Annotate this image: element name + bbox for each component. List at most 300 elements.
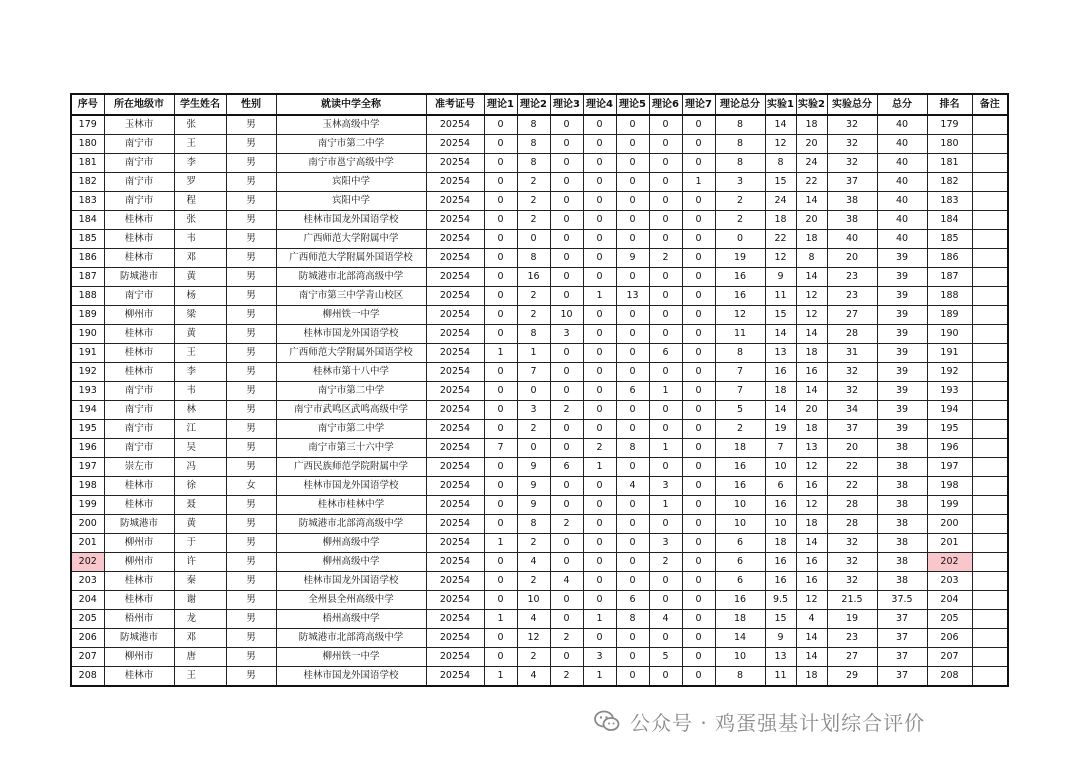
table-cell: 10 (715, 648, 765, 667)
table-cell: 196 (927, 439, 972, 458)
table-cell: 桂林市 (104, 363, 174, 382)
table-cell: 0 (616, 115, 649, 135)
table-cell: 2 (517, 173, 550, 192)
table-cell: 0 (616, 572, 649, 591)
table-cell: 0 (649, 192, 682, 211)
table-cell: 18 (796, 115, 827, 135)
table-cell: 0 (649, 667, 682, 687)
table-cell: 男 (226, 515, 276, 534)
table-cell: 32 (827, 534, 877, 553)
table-cell: 南宁市 (104, 192, 174, 211)
table-cell: 15 (765, 173, 796, 192)
table-cell: 杨 (174, 287, 226, 306)
table-cell: 20254 (426, 515, 484, 534)
table-cell: 12 (796, 458, 827, 477)
table-cell: 0 (583, 344, 616, 363)
table-cell: 男 (226, 211, 276, 230)
table-cell: 0 (550, 591, 583, 610)
table-cell: 16 (765, 363, 796, 382)
table-cell: 6 (765, 477, 796, 496)
table-cell: 7 (765, 439, 796, 458)
table-cell: 防城港市 (104, 515, 174, 534)
table-cell (972, 135, 1008, 154)
table-cell: 203 (71, 572, 104, 591)
table-cell: 20254 (426, 363, 484, 382)
table-cell: 0 (550, 192, 583, 211)
table-cell: 0 (616, 135, 649, 154)
table-row (71, 363, 1008, 382)
table-cell: 12 (796, 306, 827, 325)
table-cell: 14 (765, 401, 796, 420)
table-cell: 男 (226, 534, 276, 553)
table-cell: 19 (765, 420, 796, 439)
table-cell: 0 (583, 154, 616, 173)
table-cell (972, 192, 1008, 211)
table-cell: 23 (827, 287, 877, 306)
table-cell: 2 (715, 211, 765, 230)
table-cell: 20254 (426, 325, 484, 344)
table-cell: 208 (927, 667, 972, 687)
table-cell: 0 (715, 230, 765, 249)
table-cell (972, 515, 1008, 534)
table-row (71, 420, 1008, 439)
column-header: 学生姓名 (174, 94, 226, 115)
table-cell: 191 (71, 344, 104, 363)
table-cell: 谢 (174, 591, 226, 610)
table-cell: 男 (226, 325, 276, 344)
table-cell: 0 (484, 420, 517, 439)
table-cell: 柳州市 (104, 306, 174, 325)
table-cell: 男 (226, 591, 276, 610)
table-cell: 0 (583, 325, 616, 344)
table-cell: 4 (517, 610, 550, 629)
table-cell (972, 154, 1008, 173)
column-header: 序号 (71, 94, 104, 115)
table-cell: 39 (877, 344, 927, 363)
table-cell: 182 (927, 173, 972, 192)
table-cell: 0 (682, 287, 715, 306)
table-cell: 8 (715, 135, 765, 154)
table-header (71, 94, 1008, 115)
table-row (71, 154, 1008, 173)
table-cell: 37 (877, 610, 927, 629)
table-cell: 20254 (426, 439, 484, 458)
table-cell: 0 (616, 211, 649, 230)
table-cell: 2 (517, 648, 550, 667)
table-cell: 0 (682, 135, 715, 154)
table-cell: 0 (583, 553, 616, 572)
table-cell: 南宁市 (104, 401, 174, 420)
table-cell: 192 (927, 363, 972, 382)
table-cell: 4 (517, 667, 550, 687)
score-table (70, 93, 1009, 687)
column-header: 理论7 (682, 94, 715, 115)
table-cell: 189 (927, 306, 972, 325)
table-cell: 0 (682, 268, 715, 287)
table-cell: 9 (616, 249, 649, 268)
table-cell (972, 173, 1008, 192)
table-cell: 龙 (174, 610, 226, 629)
table-cell: 22 (765, 230, 796, 249)
table-cell: 许 (174, 553, 226, 572)
table-cell: 40 (877, 230, 927, 249)
table-cell: 9.5 (765, 591, 796, 610)
table-row (71, 287, 1008, 306)
table-cell: 18 (715, 439, 765, 458)
table-cell: 南宁市邕宁高级中学 (276, 154, 426, 173)
table-cell: 15 (765, 610, 796, 629)
table-cell: 20254 (426, 249, 484, 268)
table-cell: 0 (616, 458, 649, 477)
table-cell: 0 (550, 154, 583, 173)
table-cell: 202 (927, 553, 972, 572)
table-cell: 2 (649, 249, 682, 268)
table-cell: 192 (71, 363, 104, 382)
table-cell: 1 (517, 344, 550, 363)
table-cell: 0 (484, 192, 517, 211)
table-cell: 黄 (174, 268, 226, 287)
table-cell: 32 (827, 115, 877, 135)
table-row (71, 553, 1008, 572)
table-cell: 0 (550, 553, 583, 572)
table-cell: 190 (927, 325, 972, 344)
table-cell: 0 (682, 667, 715, 687)
table-cell: 0 (484, 268, 517, 287)
table-row (71, 477, 1008, 496)
table-cell: 9 (517, 458, 550, 477)
table-cell: 5 (649, 648, 682, 667)
table-cell: 0 (649, 629, 682, 648)
table-cell: 桂林市 (104, 496, 174, 515)
table-row (71, 344, 1008, 363)
watermark-text: 公众号 · 鸡蛋强基计划综合评价 (630, 710, 926, 735)
table-cell (972, 382, 1008, 401)
table-cell: 男 (226, 572, 276, 591)
table-cell: 女 (226, 477, 276, 496)
table-cell: 7 (715, 382, 765, 401)
table-cell: 1 (583, 287, 616, 306)
table-cell: 0 (682, 515, 715, 534)
table-cell: 0 (484, 363, 517, 382)
table-cell: 203 (927, 572, 972, 591)
table-cell: 14 (796, 268, 827, 287)
table-cell: 40 (877, 135, 927, 154)
table-cell: 0 (616, 648, 649, 667)
table-cell: 14 (796, 534, 827, 553)
table-cell: 0 (682, 458, 715, 477)
table-cell: 广西民族师范学院附属中学 (276, 458, 426, 477)
table-cell: 南宁市 (104, 439, 174, 458)
table-cell: 14 (796, 648, 827, 667)
table-cell (972, 496, 1008, 515)
table-cell: 194 (927, 401, 972, 420)
table-row (71, 496, 1008, 515)
table-cell: 0 (616, 363, 649, 382)
table-cell: 0 (484, 135, 517, 154)
table-cell: 14 (796, 382, 827, 401)
table-cell: 男 (226, 610, 276, 629)
table-cell: 0 (550, 610, 583, 629)
table-cell: 0 (550, 287, 583, 306)
table-cell: 0 (583, 306, 616, 325)
table-cell: 2 (550, 629, 583, 648)
table-cell (972, 420, 1008, 439)
column-header: 实验总分 (827, 94, 877, 115)
table-cell: 桂林市 (104, 325, 174, 344)
table-cell: 202 (71, 553, 104, 572)
table-cell: 0 (682, 401, 715, 420)
table-cell: 183 (927, 192, 972, 211)
table-cell: 206 (927, 629, 972, 648)
table-cell: 2 (715, 420, 765, 439)
table-cell: 0 (682, 211, 715, 230)
table-cell: 193 (927, 382, 972, 401)
table-cell: 王 (174, 667, 226, 687)
table-cell: 0 (649, 287, 682, 306)
table-cell: 梁 (174, 306, 226, 325)
column-header: 理论2 (517, 94, 550, 115)
table-cell: 20254 (426, 230, 484, 249)
table-cell: 6 (649, 344, 682, 363)
table-cell: 2 (517, 572, 550, 591)
table-cell: 7 (484, 439, 517, 458)
table-cell: 桂林市 (104, 572, 174, 591)
column-header: 理论总分 (715, 94, 765, 115)
table-cell: 181 (927, 154, 972, 173)
table-cell: 0 (484, 648, 517, 667)
table-cell: 199 (71, 496, 104, 515)
table-cell: 0 (484, 477, 517, 496)
table-cell (972, 553, 1008, 572)
table-cell: 28 (827, 325, 877, 344)
table-cell: 38 (877, 477, 927, 496)
table-cell: 207 (71, 648, 104, 667)
table-cell: 179 (71, 115, 104, 135)
table-cell: 0 (616, 173, 649, 192)
table-cell: 39 (877, 420, 927, 439)
table-cell: 1 (583, 458, 616, 477)
table-cell: 0 (583, 173, 616, 192)
table-cell (972, 306, 1008, 325)
table-cell: 20254 (426, 648, 484, 667)
column-header: 就读中学全称 (276, 94, 426, 115)
table-cell: 38 (827, 211, 877, 230)
table-cell: 20 (796, 401, 827, 420)
table-cell: 184 (71, 211, 104, 230)
table-cell: 0 (517, 439, 550, 458)
table-cell: 0 (616, 192, 649, 211)
table-cell: 16 (765, 572, 796, 591)
table-cell: 11 (765, 287, 796, 306)
table-cell: 南宁市 (104, 420, 174, 439)
table-cell: 20 (796, 211, 827, 230)
column-header: 理论3 (550, 94, 583, 115)
table-cell: 0 (649, 173, 682, 192)
table-cell: 玉林市 (104, 115, 174, 135)
table-cell: 22 (827, 458, 877, 477)
table-cell: 0 (616, 325, 649, 344)
table-cell: 37 (877, 648, 927, 667)
table-cell: 4 (796, 610, 827, 629)
table-cell: 23 (827, 268, 877, 287)
table-cell: 男 (226, 382, 276, 401)
table-cell: 0 (682, 363, 715, 382)
table-cell: 20254 (426, 667, 484, 687)
table-row (71, 268, 1008, 287)
table-cell: 0 (616, 268, 649, 287)
table-cell: 防城港市北部湾高级中学 (276, 515, 426, 534)
table-cell: 6 (616, 382, 649, 401)
table-cell: 男 (226, 401, 276, 420)
table-cell: 0 (649, 230, 682, 249)
table-cell: 186 (71, 249, 104, 268)
table-cell: 201 (927, 534, 972, 553)
table-cell: 桂林市第十八中学 (276, 363, 426, 382)
table-cell: 南宁市第三十六中学 (276, 439, 426, 458)
table-cell: 181 (71, 154, 104, 173)
table-cell: 0 (616, 496, 649, 515)
table-cell: 1 (649, 496, 682, 515)
table-cell: 10 (715, 515, 765, 534)
table-cell: 12 (796, 591, 827, 610)
table-cell: 0 (616, 154, 649, 173)
table-cell (972, 610, 1008, 629)
table-cell: 0 (682, 591, 715, 610)
table-cell: 16 (715, 477, 765, 496)
table-cell: 18 (796, 230, 827, 249)
table-cell: 0 (484, 154, 517, 173)
table-cell: 37 (827, 173, 877, 192)
table-cell: 198 (927, 477, 972, 496)
table-cell: 0 (484, 591, 517, 610)
table-row (71, 648, 1008, 667)
table-cell: 0 (649, 572, 682, 591)
table-cell: 207 (927, 648, 972, 667)
table-cell: 38 (877, 572, 927, 591)
table-row (71, 382, 1008, 401)
table-cell: 0 (682, 439, 715, 458)
table-cell: 柳州市 (104, 648, 174, 667)
table-cell: 男 (226, 420, 276, 439)
table-cell: 2 (550, 667, 583, 687)
table-cell: 191 (927, 344, 972, 363)
table-cell: 14 (715, 629, 765, 648)
table-cell (972, 534, 1008, 553)
table-cell (972, 115, 1008, 135)
table-cell: 20254 (426, 135, 484, 154)
table-cell: 0 (550, 439, 583, 458)
table-cell: 男 (226, 135, 276, 154)
table-cell: 南宁市第三中学青山校区 (276, 287, 426, 306)
table-cell (972, 477, 1008, 496)
table-row (71, 534, 1008, 553)
table-cell: 40 (877, 154, 927, 173)
table-cell: 16 (765, 496, 796, 515)
table-cell: 0 (550, 135, 583, 154)
table-cell: 桂林市 (104, 477, 174, 496)
column-header: 准考证号 (426, 94, 484, 115)
table-cell: 2 (550, 515, 583, 534)
table-cell: 男 (226, 154, 276, 173)
table-cell: 桂林市 (104, 344, 174, 363)
column-header: 理论1 (484, 94, 517, 115)
table-cell: 8 (715, 344, 765, 363)
table-row (71, 192, 1008, 211)
table-cell: 194 (71, 401, 104, 420)
table-cell: 0 (484, 515, 517, 534)
column-header: 理论5 (616, 94, 649, 115)
table-row (71, 249, 1008, 268)
table-cell: 16 (796, 572, 827, 591)
table-cell: 198 (71, 477, 104, 496)
table-cell: 0 (517, 230, 550, 249)
table-cell: 16 (517, 268, 550, 287)
table-cell: 34 (827, 401, 877, 420)
table-cell: 40 (877, 115, 927, 135)
table-cell: 0 (649, 591, 682, 610)
table-cell: 0 (550, 648, 583, 667)
table-cell: 13 (765, 344, 796, 363)
table-cell: 0 (517, 382, 550, 401)
table-cell: 2 (517, 192, 550, 211)
table-cell: 宾阳中学 (276, 192, 426, 211)
table-cell: 王 (174, 135, 226, 154)
table-cell: 男 (226, 115, 276, 135)
table-cell: 7 (715, 363, 765, 382)
table-cell: 16 (715, 458, 765, 477)
table-row (71, 610, 1008, 629)
table-cell: 1 (484, 534, 517, 553)
table-cell: 柳州市 (104, 534, 174, 553)
table-cell: 39 (877, 401, 927, 420)
table-cell (972, 268, 1008, 287)
table-cell: 186 (927, 249, 972, 268)
table-cell: 14 (796, 192, 827, 211)
table-cell: 韦 (174, 382, 226, 401)
table-cell: 20254 (426, 496, 484, 515)
table-cell: 39 (877, 287, 927, 306)
table-cell: 0 (583, 382, 616, 401)
table-cell: 2 (517, 306, 550, 325)
table-cell: 11 (715, 325, 765, 344)
table-row (71, 515, 1008, 534)
table-cell: 0 (583, 591, 616, 610)
table-cell: 0 (682, 230, 715, 249)
table-cell: 0 (616, 553, 649, 572)
table-cell: 0 (484, 230, 517, 249)
table-cell: 10 (517, 591, 550, 610)
table-cell: 桂林市 (104, 211, 174, 230)
table-cell: 201 (71, 534, 104, 553)
table-cell: 0 (484, 458, 517, 477)
column-header: 理论6 (649, 94, 682, 115)
table-cell: 39 (877, 249, 927, 268)
table-cell: 0 (484, 572, 517, 591)
table-cell: 8 (616, 610, 649, 629)
table-cell: 195 (71, 420, 104, 439)
table-cell: 24 (765, 192, 796, 211)
table-cell: 0 (583, 572, 616, 591)
table-cell: 3 (715, 173, 765, 192)
table-cell: 唐 (174, 648, 226, 667)
table-cell: 南宁市武鸣区武鸣高级中学 (276, 401, 426, 420)
table-cell: 南宁市 (104, 173, 174, 192)
column-header: 实验2 (796, 94, 827, 115)
table-cell: 8 (517, 515, 550, 534)
table-cell: 0 (682, 610, 715, 629)
table-cell: 防城港市北部湾高级中学 (276, 629, 426, 648)
table-cell: 31 (827, 344, 877, 363)
